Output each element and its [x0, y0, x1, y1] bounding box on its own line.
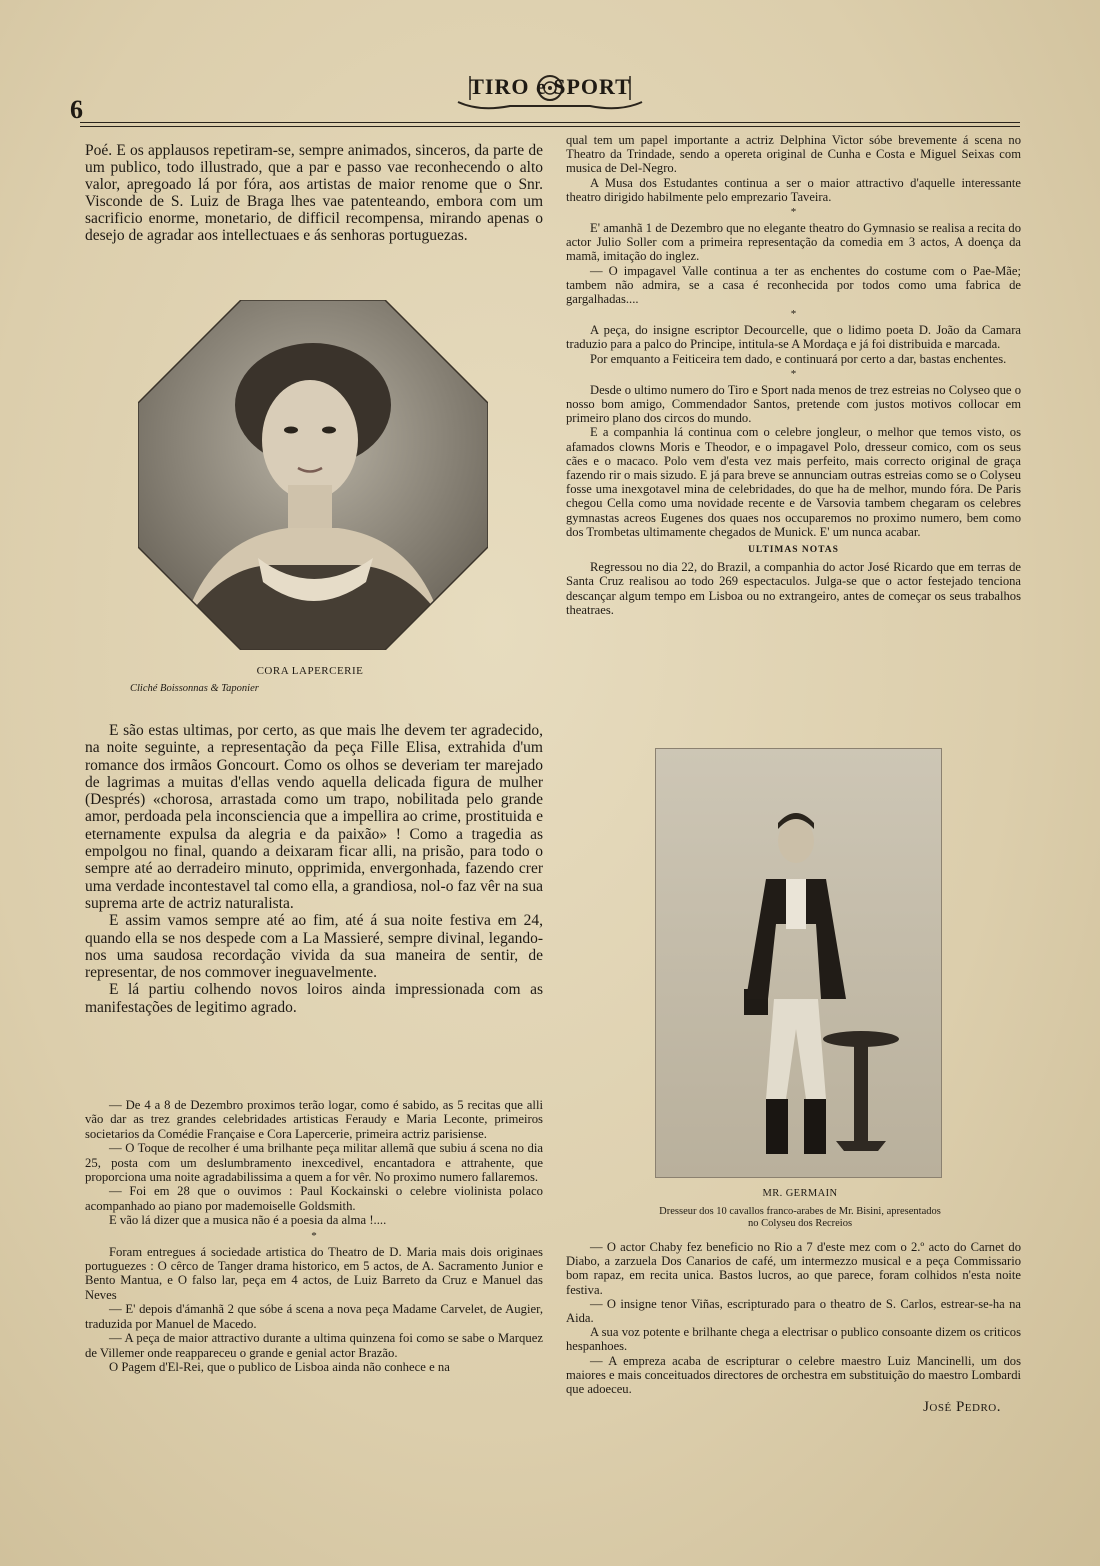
- left-column-notes: [85, 1098, 543, 1374]
- note-4: E vão lá dizer que a musica não é a poesia da alma !....: [109, 1213, 387, 1228]
- left-column-top: [85, 142, 543, 244]
- right-column-top: [566, 133, 1021, 617]
- header-rule: [80, 122, 1020, 123]
- separator-asterisk: *: [311, 1229, 317, 1242]
- left-column-lower: [85, 722, 543, 1016]
- masthead-logo: [450, 68, 650, 114]
- left-lower-p1: E são estas ultimas, por certo, as que mais lhe devem ter agradecido, na noite seguinte, a representação da peça Fille Elisa, extrahida d'um romance dos irmãos Goncourt. Como os olhos se deveriam ter marejado de lagrimas a muitas d'ellas vendo aquella delicada figura de mulher (Després) «chorosa, arrastada como um trapo, nobilitada pelo grande amor, perdoada pela inconsciencia que a impellira ao crime, prostituida e eternamente expulsa da alegria e da paixão» ! Como a tragedia as empolgou no final, quando a deixaram ficar alli, na prisão, para todo o sempre até ao derradeiro minuto, opprimida, envergonhada, fazendo crer uma verdade incontestavel tal como ella, a grandiosa, nol-o faz vêr na sua suprema arte de actriz naturalista.: [85, 722, 543, 912]
- note-8: O Pagem d'El-Rei, que o publico de Lisboa ainda não conhece e na: [109, 1359, 450, 1374]
- portrait-credit: Cliché Boissonnas & Taponier: [130, 683, 259, 694]
- section-heading-ultimas-notas: ULTIMAS NOTAS: [748, 545, 839, 556]
- note-3: — Foi em 28 que o ouvimos : Paul Kockainski o celebre violinista polaco acompanhado ao piano por mademoiselle Goldsmith.: [85, 1184, 543, 1213]
- right-p6: Por emquanto a Feiticeira tem dado, e continuará por certo a dar, bastas enchentes.: [590, 351, 1007, 366]
- right-p7: Desde o ultimo numero do Tiro e Sport nada menos de trez estreias no Colyseo que o nosso bom amigo, Commendador Santos, pretende com justos motivos collocar em primeiro plano dos circos do mundo.: [566, 382, 1021, 426]
- portrait-cora-lapercerie: [138, 300, 488, 650]
- photo-mr-germain: [655, 748, 942, 1178]
- photo2-caption: MR. GERMAIN: [762, 1188, 838, 1199]
- note-2: — O Toque de recolher é uma brilhante peça militar allemã que subiu á scena no dia 25, posta com um deslumbramento inexcedivel, encantadora e attrahente, que proporciona uma noite agradabilissima a quem a for vêr. No proximo numero fallaremos.: [85, 1141, 543, 1185]
- page-number: 6: [70, 95, 83, 124]
- portrait-caption: CORA LAPERCERIE: [256, 665, 364, 677]
- right-p2: A Musa dos Estudantes continua a ser o maior attractivo d'aquelle interessante theatro dirigido habilmente pelo emprezario Taveira.: [566, 175, 1021, 204]
- author-signature: José Pedro.: [923, 1399, 1001, 1416]
- right-lower-q1: — O actor Chaby fez beneficio no Rio a 7 d'este mez com o 2.º acto do Carnet do Diabo, a zarzuela Dos Canarios de café, um intermezzo musical e a peça Commissario bom rapaz, em recita unica. Bastos lucros, ao que parece, foram colhidos n'esta noite festiva.: [566, 1240, 1021, 1297]
- note-5: Foram entregues á sociedade artistica do Theatro de D. Maria mais dois originaes portuguezes : O cêrco de Tanger drama historico, em 5 actos, de A. Sacramento Junior e Bento Mantua, e O falso lar, peça em 4 actos, de Luiz Barreto da Cruz e Manuel das Neves: [85, 1244, 543, 1302]
- left-paragraph-1: Poé. E os applausos repetiram-se, sempre animados, sinceros, da parte de um publico, todo illustrado, que a par e passo vae reconhecendo o alto valor, apregoado lá por fóra, aos artistas de maior renome que o Snr. Visconde de S. Luiz de Braga lhes vae patenteando, embora com um sacrificio enorme, monetario, de difficil recompensa, mirando apenas o desejo de agradar aos intellectuaes e ás senhoras portuguezas.: [85, 142, 543, 244]
- masthead-title: TIRO e SPORT: [469, 74, 631, 99]
- right-lower-q3: A sua voz potente e brilhante chega a electrisar o publico consoante dizem os criticos hespanhoes.: [566, 1325, 1021, 1354]
- right-lower-q2: — O insigne tenor Viñas, escripturado para o theatro de S. Carlos, estrear-se-ha na Aida.: [566, 1296, 1021, 1326]
- right-p1: qual tem um papel importante a actriz Delphina Victor sóbe brevemente á scena no Theatro da Trindade, sendo a opereta original de Cunha e Costa e Miguel Seixas com musica de Del-Negro.: [566, 133, 1021, 176]
- left-lower-p2: E assim vamos sempre até ao fim, até á sua noite festiva em 24, quando ella se nos despede com a La Massieré, sempre divinal, legando-nos uma saudosa recordação vivida da sua maneira de sentir, de representar, de nos commover ineguavelmente.: [85, 912, 543, 982]
- right-lower-q4: — A empreza acaba de escripturar o celebre maestro Luiz Mancinelli, um dos maiores e mais conceituados directores de orchestra em substituição do maestro Lombardi que adoeceu.: [566, 1353, 1021, 1397]
- right-p8: E a companhia lá continua com o celebre jongleur, o melhor que temos visto, os afamados clowns Moris e Theodor, e o impagavel Polo, dresseur comico, com os seus cães e o macaco. Polo vem d'esta vez mais perfeito, mais correcto original de graça fazendo rir o mais sizudo. E já para breve se annunciam outras estreias como se o Colyseu fosse uma inexgotavel mina de celebridades, do que ha de melhor, mundo fóra. De Paris chegou Cella como uma novidade recente e de Varsovia tambem chegaram os celebres gymnastas acreos Eugenes dos quaes nos occuparemos no proximo numero, bem como dos Trombetas ultimamente chegados de Munick. E' um nunca acabar.: [566, 425, 1021, 539]
- note-1: — De 4 a 8 de Dezembro proximos terão logar, como é sabido, as 5 recitas que alli vão dar as trez grandes celebridades artisticas Feraudy e Maria Leconte, primeiros societarios da Comédie Française e Cora Lapercerie, primeira actriz parisiense.: [85, 1098, 543, 1141]
- separator-asterisk: *: [790, 367, 797, 380]
- photo2-subcaption: Dresseur dos 10 cavallos franco-arabes de Mr. Bisini, apresentados no Colyseu dos Recreios: [659, 1206, 941, 1229]
- right-column-lower: [566, 1240, 1021, 1414]
- right-p5: A peça, do insigne escriptor Decourcelle, que o lidimo poeta D. João da Camara traduzio para a palco do Principe, intitula-se A Mordaça e já foi distribuida e marcada.: [566, 323, 1021, 352]
- right-p9: Regressou no dia 22, do Brazil, a companhia do actor José Ricardo que em terras de Santa Cruz realisou ao todo 269 espectaculos. Julga-se que o actor festejado tenciona descançar algum tempo em Lisboa ou no extrangeiro, antes de começar os seus trabalhos theatraes.: [566, 560, 1021, 617]
- header-rule-thin: [80, 126, 1020, 127]
- right-p3: E' amanhã 1 de Dezembro que no elegante theatro do Gymnasio se realisa a recita do actor Julio Soller com a primeira representação da comedia em 3 actos, A doença da mamã, imitação do inglez.: [566, 221, 1021, 264]
- left-lower-p3: E lá partiu colhendo novos loiros ainda impressionada com as manifestações de legitimo agrado.: [85, 981, 543, 1016]
- note-6: — E' depois d'ámanhã 2 que sóbe á scena a nova peça Madame Carvelet, de Augier, traduzida por Manuel de Macedo.: [85, 1302, 543, 1331]
- note-7: — A peça de maior attractivo durante a ultima quinzena foi como se sabe o Marquez de Villemer onde reappareceu o grande e genial actor Brazão.: [85, 1331, 543, 1360]
- separator-asterisk: *: [790, 308, 797, 321]
- separator-asterisk: *: [790, 206, 797, 219]
- right-p4: — O impagavel Valle continua a ter as enchentes do costume com o Pae-Mãe; tambem não admira, se a casa é reconhecida por todos como uma fabrica de gargalhadas....: [566, 263, 1021, 307]
